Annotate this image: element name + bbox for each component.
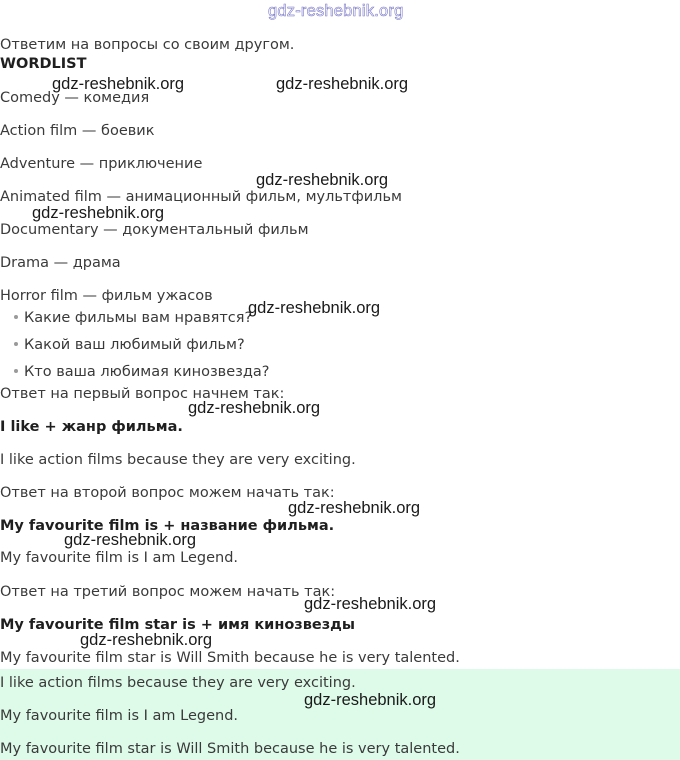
watermark: gdz-reshebnik.org: [188, 399, 321, 417]
watermark: gdz-reshebnik.org: [288, 499, 421, 517]
bullet-icon: [14, 315, 18, 319]
watermark: gdz-reshebnik.org: [304, 691, 437, 709]
watermark: gdz-reshebnik.org: [64, 531, 197, 549]
intro-text: Ответим на вопросы со своим другом.: [0, 37, 295, 53]
answer-line-2: My favourite film is I am Legend.: [0, 708, 239, 724]
watermark: gdz-reshebnik.org: [52, 75, 185, 93]
watermark: gdz-reshebnik.org: [304, 595, 437, 613]
question-text: Кто ваша любимая кинозвезда?: [24, 364, 270, 380]
q2-template: My favourite film is + название фильма.: [0, 518, 335, 534]
watermark: gdz-reshebnik.org: [276, 75, 409, 93]
wordlist-item-animated: Animated film — анимационный фильм, мультфильм: [0, 189, 402, 205]
answer-line-3: My favourite film star is Will Smith because he is very talented.: [0, 741, 460, 757]
q2-lead: Ответ на второй вопрос можем начать так:: [0, 485, 335, 501]
q3-lead: Ответ на третий вопрос можем начать так:: [0, 584, 336, 600]
answer-line-1: I like action films because they are very exciting.: [0, 675, 356, 691]
wordlist-title: WORDLIST: [0, 56, 87, 72]
question-item: [14, 336, 245, 354]
wordlist-item-comedy: Comedy — комедия: [0, 90, 150, 106]
watermark: gdz-reshebnik.org: [32, 204, 165, 222]
q1-example: I like action films because they are very exciting.: [0, 452, 356, 468]
wordlist-item-adventure: Adventure — приключение: [0, 156, 203, 172]
wordlist-item-documentary: Documentary — документальный фильм: [0, 222, 309, 238]
q2-example: My favourite film is I am Legend.: [0, 550, 239, 566]
q1-template: I like + жанр фильма.: [0, 419, 183, 435]
q3-template: My favourite film star is + имя кинозвезды: [0, 617, 355, 633]
header-watermark: gdz-reshebnik.org: [268, 2, 404, 20]
question-text: Какой ваш любимый фильм?: [24, 337, 245, 353]
watermark: gdz-reshebnik.org: [248, 299, 381, 317]
q3-example: My favourite film star is Will Smith because he is very talented.: [0, 650, 460, 666]
bullet-icon: [14, 369, 18, 373]
bullet-icon: [14, 342, 18, 346]
question-item: [14, 363, 269, 381]
question-item: [14, 309, 252, 327]
q1-lead: Ответ на первый вопрос начнем так:: [0, 386, 285, 402]
wordlist-item-horror: Horror film — фильм ужасов: [0, 288, 213, 304]
watermark: gdz-reshebnik.org: [80, 631, 213, 649]
wordlist-item-drama: Drama — драма: [0, 255, 121, 271]
watermark: gdz-reshebnik.org: [256, 171, 389, 189]
wordlist-item-action: Action film — боевик: [0, 123, 155, 139]
question-text: Какие фильмы вам нравятся?: [24, 310, 253, 326]
